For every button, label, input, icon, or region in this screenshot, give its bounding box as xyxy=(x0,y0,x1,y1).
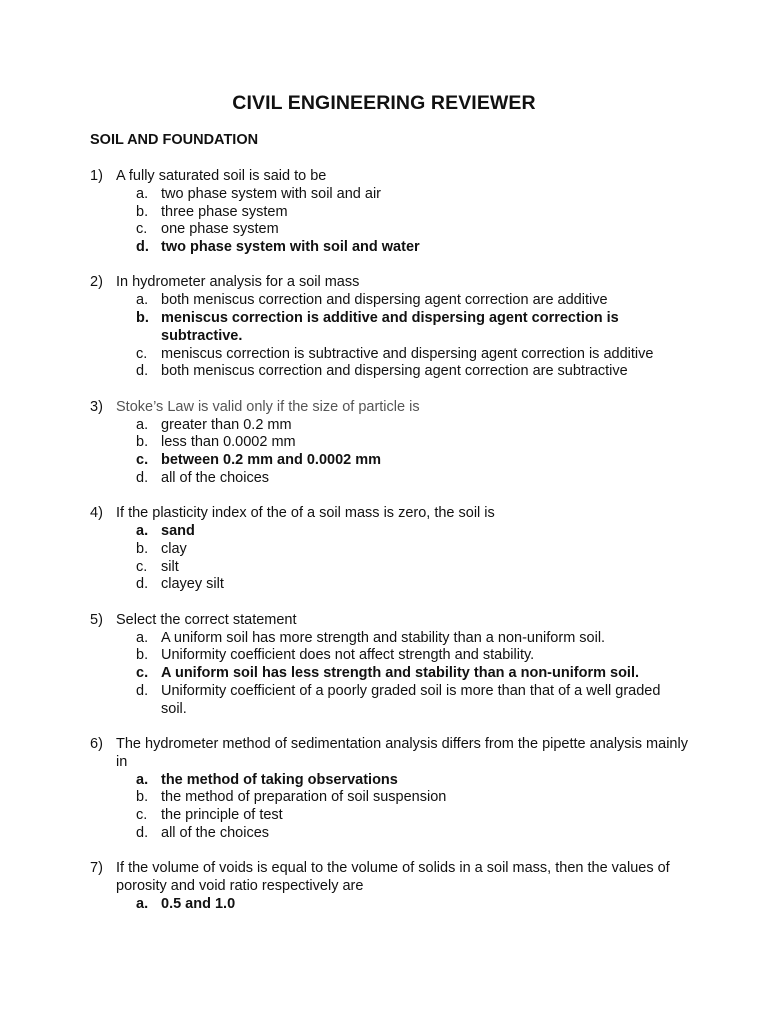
question-text: In hydrometer analysis for a soil mass xyxy=(116,274,360,291)
choice-letter: b. xyxy=(136,310,149,327)
choice-text: sand xyxy=(161,523,195,540)
choice-text: Uniformity coefficient does not affect strength and stability. xyxy=(161,647,535,664)
answer-choice xyxy=(90,825,690,843)
answer-choice xyxy=(90,417,690,435)
choice-letter: c. xyxy=(136,558,148,575)
correct-answer-choice xyxy=(90,665,690,683)
answer-choice xyxy=(90,292,690,310)
question-number: 3) xyxy=(90,398,103,415)
answer-choice xyxy=(90,630,690,648)
choice-text: all of the choices xyxy=(161,825,270,841)
choice-text: all of the choices xyxy=(161,469,270,486)
choice-letter: a. xyxy=(136,523,149,540)
correct-answer-choice xyxy=(90,452,690,470)
choice-text: both meniscus correction and dispersing agent correction are additive xyxy=(161,292,608,309)
choice-list xyxy=(90,630,690,719)
correct-answer-choice xyxy=(90,523,690,541)
section-title: SOIL AND FOUNDATION xyxy=(90,132,259,148)
choice-letter: a. xyxy=(136,416,149,433)
choice-list xyxy=(90,186,690,257)
choice-list xyxy=(90,523,690,594)
correct-answer-choice xyxy=(90,239,690,257)
question-item xyxy=(90,399,690,488)
choice-list xyxy=(90,417,690,488)
choice-text: meniscus correction is additive and dispersing agent correction is subtractive. xyxy=(161,310,619,344)
correct-answer-choice xyxy=(90,896,690,914)
question-item xyxy=(90,274,690,381)
question-text: Select the correct statement xyxy=(116,611,297,628)
choice-text: greater than 0.2 mm xyxy=(161,416,292,433)
choice-text: A uniform soil has less strength and stability than a non-uniform soil. xyxy=(161,665,640,682)
question-text: If the volume of voids is equal to the volume of solids in a soil mass, then the values of porosity and void ratio respectively are xyxy=(116,860,670,895)
answer-choice xyxy=(90,683,690,719)
choice-text: the principle of test xyxy=(161,807,283,824)
choice-text: clay xyxy=(161,540,187,557)
answer-choice xyxy=(90,559,690,577)
choice-letter: a. xyxy=(136,895,149,912)
answer-choice xyxy=(90,576,690,594)
choice-text: less than 0.0002 mm xyxy=(161,434,296,451)
answer-choice xyxy=(90,434,690,452)
question-text: A fully saturated soil is said to be xyxy=(116,168,327,184)
correct-answer-choice xyxy=(90,310,690,346)
question-number: 6) xyxy=(90,736,103,753)
choice-text: clayey silt xyxy=(161,576,224,593)
choice-list xyxy=(90,292,690,381)
question-item xyxy=(90,505,690,594)
choice-letter: d. xyxy=(136,239,149,256)
choice-letter: b. xyxy=(136,434,149,451)
question-item xyxy=(90,736,690,843)
choice-text: silt xyxy=(161,558,179,575)
question-text: If the plasticity index of the of a soil mass is zero, the soil is xyxy=(116,505,495,522)
choice-text: both meniscus correction and dispersing agent correction are subtractive xyxy=(161,363,628,380)
choice-letter: c. xyxy=(136,221,148,238)
answer-choice xyxy=(90,204,690,222)
answer-choice xyxy=(90,346,690,364)
choice-list xyxy=(90,772,690,843)
question-number: 1) xyxy=(90,168,103,184)
choice-letter: b. xyxy=(136,647,149,664)
answer-choice xyxy=(90,186,690,204)
choice-text: Uniformity coefficient of a poorly graded soil is more than that of a well graded soil. xyxy=(161,682,661,717)
answer-choice xyxy=(90,647,690,665)
choice-text: meniscus correction is subtractive and dispersing agent correction is additive xyxy=(161,345,654,362)
choice-text: the method of preparation of soil suspension xyxy=(161,789,447,806)
choice-letter: b. xyxy=(136,540,149,557)
question-number: 2) xyxy=(90,274,103,291)
choice-letter: c. xyxy=(136,452,149,469)
choice-letter: d. xyxy=(136,825,149,841)
question-number: 4) xyxy=(90,505,103,522)
answer-choice xyxy=(90,807,690,825)
choice-letter: d. xyxy=(136,682,149,699)
choice-text: two phase system with soil and air xyxy=(161,185,382,202)
choice-text: 0.5 and 1.0 xyxy=(161,895,236,912)
choice-letter: d. xyxy=(136,363,149,380)
choice-text: one phase system xyxy=(161,221,279,238)
question-text: Stoke’s Law is valid only if the size of particle is xyxy=(116,398,420,415)
correct-answer-choice xyxy=(90,772,690,790)
choice-text: the method of taking observations xyxy=(161,771,398,788)
question-number: 5) xyxy=(90,611,103,628)
choice-letter: c. xyxy=(136,807,148,824)
choice-letter: d. xyxy=(136,576,149,593)
choice-letter: c. xyxy=(136,345,148,362)
answer-choice xyxy=(90,221,690,239)
choice-letter: b. xyxy=(136,203,149,220)
choice-list xyxy=(90,896,690,914)
choice-letter: a. xyxy=(136,185,149,202)
choice-text: two phase system with soil and water xyxy=(161,239,420,256)
page-title: CIVIL ENGINEERING REVIEWER xyxy=(232,92,536,114)
question-item xyxy=(90,168,690,257)
answer-choice xyxy=(90,789,690,807)
question-number: 7) xyxy=(90,860,103,877)
choice-letter: a. xyxy=(136,629,149,646)
answer-choice xyxy=(90,363,690,381)
answer-choice xyxy=(90,541,690,559)
question-list xyxy=(90,168,690,931)
choice-letter: b. xyxy=(136,789,149,806)
choice-letter: a. xyxy=(136,771,149,788)
choice-letter: a. xyxy=(136,292,149,309)
choice-letter: c. xyxy=(136,665,149,682)
answer-choice xyxy=(90,470,690,488)
choice-letter: d. xyxy=(136,469,149,486)
choice-text: A uniform soil has more strength and stability than a non-uniform soil. xyxy=(161,629,606,646)
choice-text: three phase system xyxy=(161,203,288,220)
choice-text: between 0.2 mm and 0.0002 mm xyxy=(161,452,382,469)
question-item xyxy=(90,612,690,719)
question-text: The hydrometer method of sedimentation analysis differs from the pipette analysis mainly in xyxy=(116,736,688,770)
question-item xyxy=(90,860,690,913)
